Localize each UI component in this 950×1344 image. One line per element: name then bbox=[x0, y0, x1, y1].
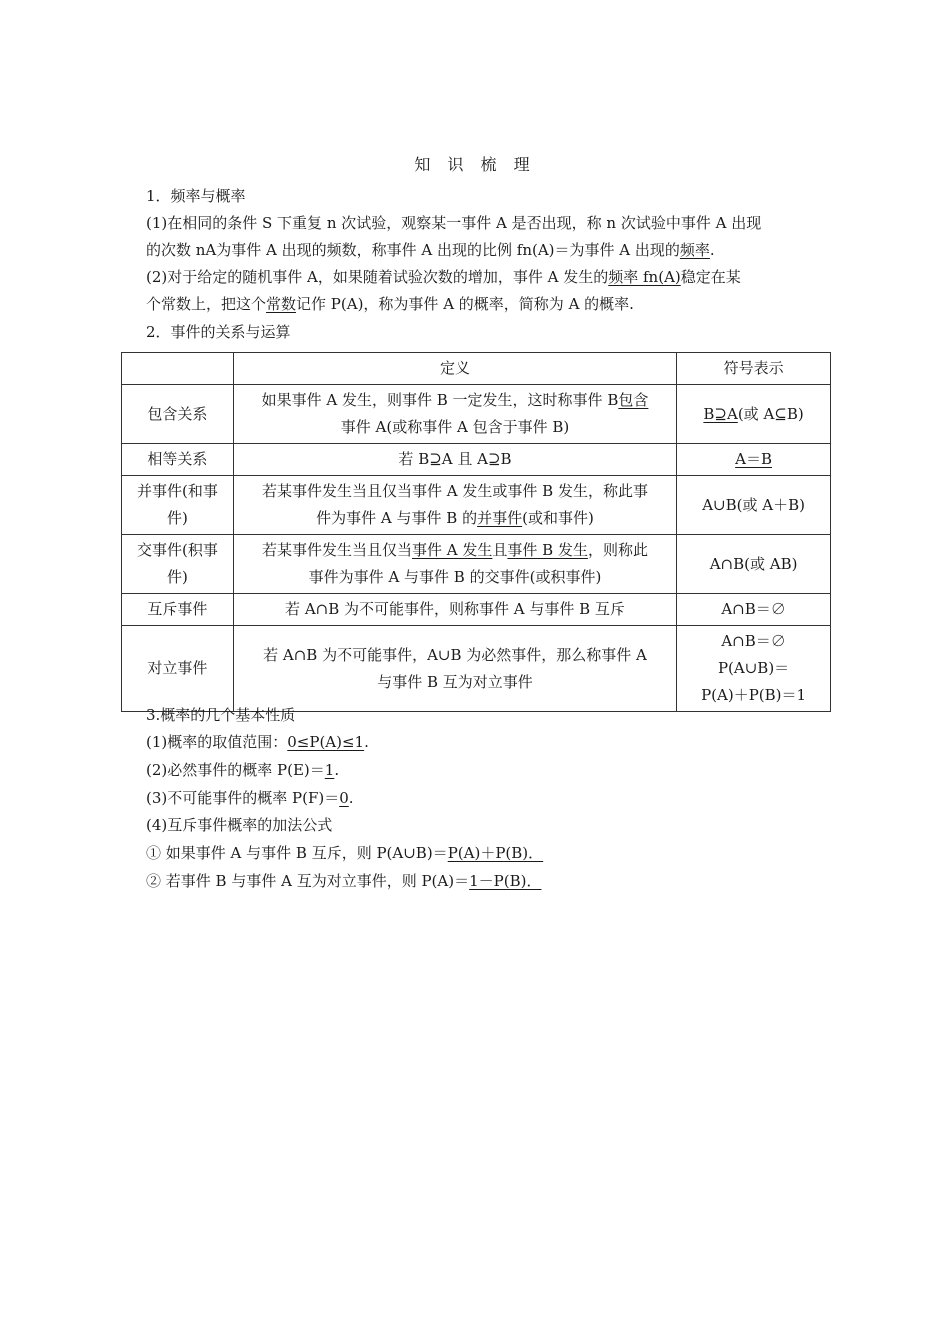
text-segment: 为事件 A 出现的 bbox=[569, 241, 680, 259]
text-segment: 若某事件发生当且仅当事件 A 发生或事件 B 发生，称此事 bbox=[262, 482, 648, 500]
table-row bbox=[122, 476, 831, 535]
answer-blank: 0 bbox=[339, 789, 349, 807]
relation-name: 包含关系 bbox=[122, 385, 234, 444]
answer-blank: B⊇A bbox=[703, 404, 738, 423]
relation-symbol: A∪B(或 A＋B) bbox=[677, 476, 831, 535]
text-segment: 若某事件发生当且仅当 bbox=[262, 541, 413, 559]
text-segment: (3)不可能事件的概率 P(F)＝ bbox=[146, 789, 340, 807]
text-segment: (2)对于给定的随机事件 A，如果随着试验次数的增加，事件 A 发生的 bbox=[146, 268, 609, 286]
answer-blank: 1 bbox=[324, 761, 335, 779]
text-segment: 交事件(积事 bbox=[137, 541, 218, 559]
section-3-heading: 3.概率的几个基本性质 bbox=[146, 706, 296, 724]
relation-definition bbox=[233, 476, 676, 535]
text-segment: 个常数上，把这个 bbox=[146, 295, 267, 313]
relation-symbol bbox=[677, 385, 831, 444]
relation-name: 互斥事件 bbox=[122, 594, 234, 626]
relation-definition bbox=[233, 535, 676, 594]
text-segment: 与事件 B 互为对立事件 bbox=[377, 672, 533, 691]
text-segment: ① 如果事件 A 与事件 B 互斥，则 P(A∪B)＝ bbox=[146, 844, 448, 862]
relation-name bbox=[122, 476, 234, 535]
relation-name bbox=[122, 535, 234, 594]
text-segment: ，则称此 bbox=[587, 541, 648, 559]
property-1 bbox=[146, 732, 369, 752]
relation-symbol: A∩B＝∅ bbox=[677, 594, 831, 626]
answer-blank: 0≤P(A)≤1 bbox=[287, 733, 365, 751]
table-row bbox=[122, 594, 831, 626]
text-segment: 如果事件 A 发生，则事件 B 一定发生，这时称事件 B bbox=[261, 391, 619, 409]
text-segment: 事件为事件 A 与事件 B 的交事件(或积事件) bbox=[308, 568, 602, 586]
text-segment: P(A∪B)＝ bbox=[717, 659, 790, 677]
answer-blank: 频率 fn(A) bbox=[608, 268, 681, 286]
paragraph-1-line-2 bbox=[146, 240, 715, 260]
text-segment: P(A)＋P(B)＝1 bbox=[701, 686, 807, 704]
relation-definition: 若 A∩B 为不可能事件，则称事件 A 与事件 B 互斥 bbox=[233, 594, 676, 626]
section-1-heading: 1．频率与概率 bbox=[146, 187, 246, 205]
answer-blank: 1－P(B)． bbox=[469, 872, 542, 890]
relation-name: 相等关系 bbox=[122, 444, 234, 476]
relation-definition: 若 B⊇A 且 A⊇B bbox=[233, 444, 676, 476]
relation-definition bbox=[233, 626, 676, 712]
text-segment: 件为事件 A 与事件 B 的 bbox=[316, 509, 478, 527]
text-segment: 稳定在某 bbox=[680, 268, 741, 286]
text-segment: (2)必然事件的概率 P(E)＝ bbox=[146, 761, 325, 779]
section-2-heading: 2．事件的关系与运算 bbox=[146, 323, 291, 341]
property-4-item-1 bbox=[146, 843, 543, 863]
answer-blank: 常数 bbox=[266, 295, 297, 313]
text-segment: . bbox=[709, 241, 715, 259]
event-relations-table bbox=[121, 352, 831, 712]
table-row bbox=[122, 626, 831, 712]
header-cell-definition: 定义 bbox=[233, 353, 676, 385]
text-segment: . bbox=[348, 789, 354, 807]
answer-blank: 频率 bbox=[679, 241, 710, 259]
table-header-row bbox=[122, 353, 831, 385]
text-segment: ② 若事件 B 与事件 A 互为对立事件，则 P(A)＝ bbox=[146, 872, 470, 890]
relation-name: 对立事件 bbox=[122, 626, 234, 712]
paragraph-2-line-2 bbox=[146, 294, 634, 314]
text-segment: 记作 P(A)，称为事件 A 的概率，简称为 A 的概率. bbox=[296, 295, 634, 313]
text-segment: A∩B＝∅ bbox=[721, 632, 786, 650]
relation-definition bbox=[233, 385, 676, 444]
property-2 bbox=[146, 760, 339, 780]
table-row bbox=[122, 444, 831, 476]
table-row bbox=[122, 535, 831, 594]
paragraph-2-line-1 bbox=[146, 267, 741, 287]
header-cell-symbol: 符号表示 bbox=[677, 353, 831, 385]
text-segment: 事件 A(或称事件 A 包含于事件 B) bbox=[340, 418, 570, 436]
answer-blank: 事件 A 发生 bbox=[412, 541, 493, 559]
answer-blank: P(A)＋P(B)． bbox=[447, 844, 544, 862]
relation-symbol bbox=[677, 626, 831, 712]
text-segment: (1)概率的取值范围： bbox=[146, 733, 288, 751]
answer-blank: 事件 B 发生 bbox=[507, 541, 588, 559]
answer-blank: A＝B bbox=[735, 450, 772, 468]
header-cell-empty bbox=[122, 353, 234, 385]
answer-blank: 包含 bbox=[618, 391, 649, 409]
page-title: 知 识 梳 理 bbox=[414, 155, 536, 174]
text-segment: 且 bbox=[492, 541, 508, 559]
text-segment: 并事件(和事 bbox=[137, 482, 218, 500]
table-row bbox=[122, 385, 831, 444]
text-segment: (或和事件) bbox=[522, 509, 594, 527]
relation-symbol: A∩B(或 AB) bbox=[677, 535, 831, 594]
answer-blank: 并事件 bbox=[477, 509, 523, 527]
text-segment: . bbox=[334, 761, 340, 779]
text-segment: 的次数 nA为事件 A 出现的频数，称事件 A 出现的比例 fn(A)＝ bbox=[146, 241, 570, 259]
text-segment: 若 A∩B 为不可能事件，A∪B 为必然事件，那么称事件 A bbox=[263, 645, 647, 664]
text-segment: . bbox=[364, 733, 369, 751]
paragraph-1-line-1: (1)在相同的条件 S 下重复 n 次试验，观察某一事件 A 是否出现，称 n 次试验中事件 A 出现 bbox=[146, 214, 762, 232]
relation-symbol bbox=[677, 444, 831, 476]
property-3 bbox=[146, 788, 354, 808]
property-4: (4)互斥事件概率的加法公式 bbox=[146, 816, 333, 834]
text-segment: (或 A⊆B) bbox=[737, 404, 804, 423]
property-4-item-2 bbox=[146, 871, 541, 891]
text-segment: 件) bbox=[167, 509, 188, 527]
text-segment: 件) bbox=[167, 568, 188, 586]
